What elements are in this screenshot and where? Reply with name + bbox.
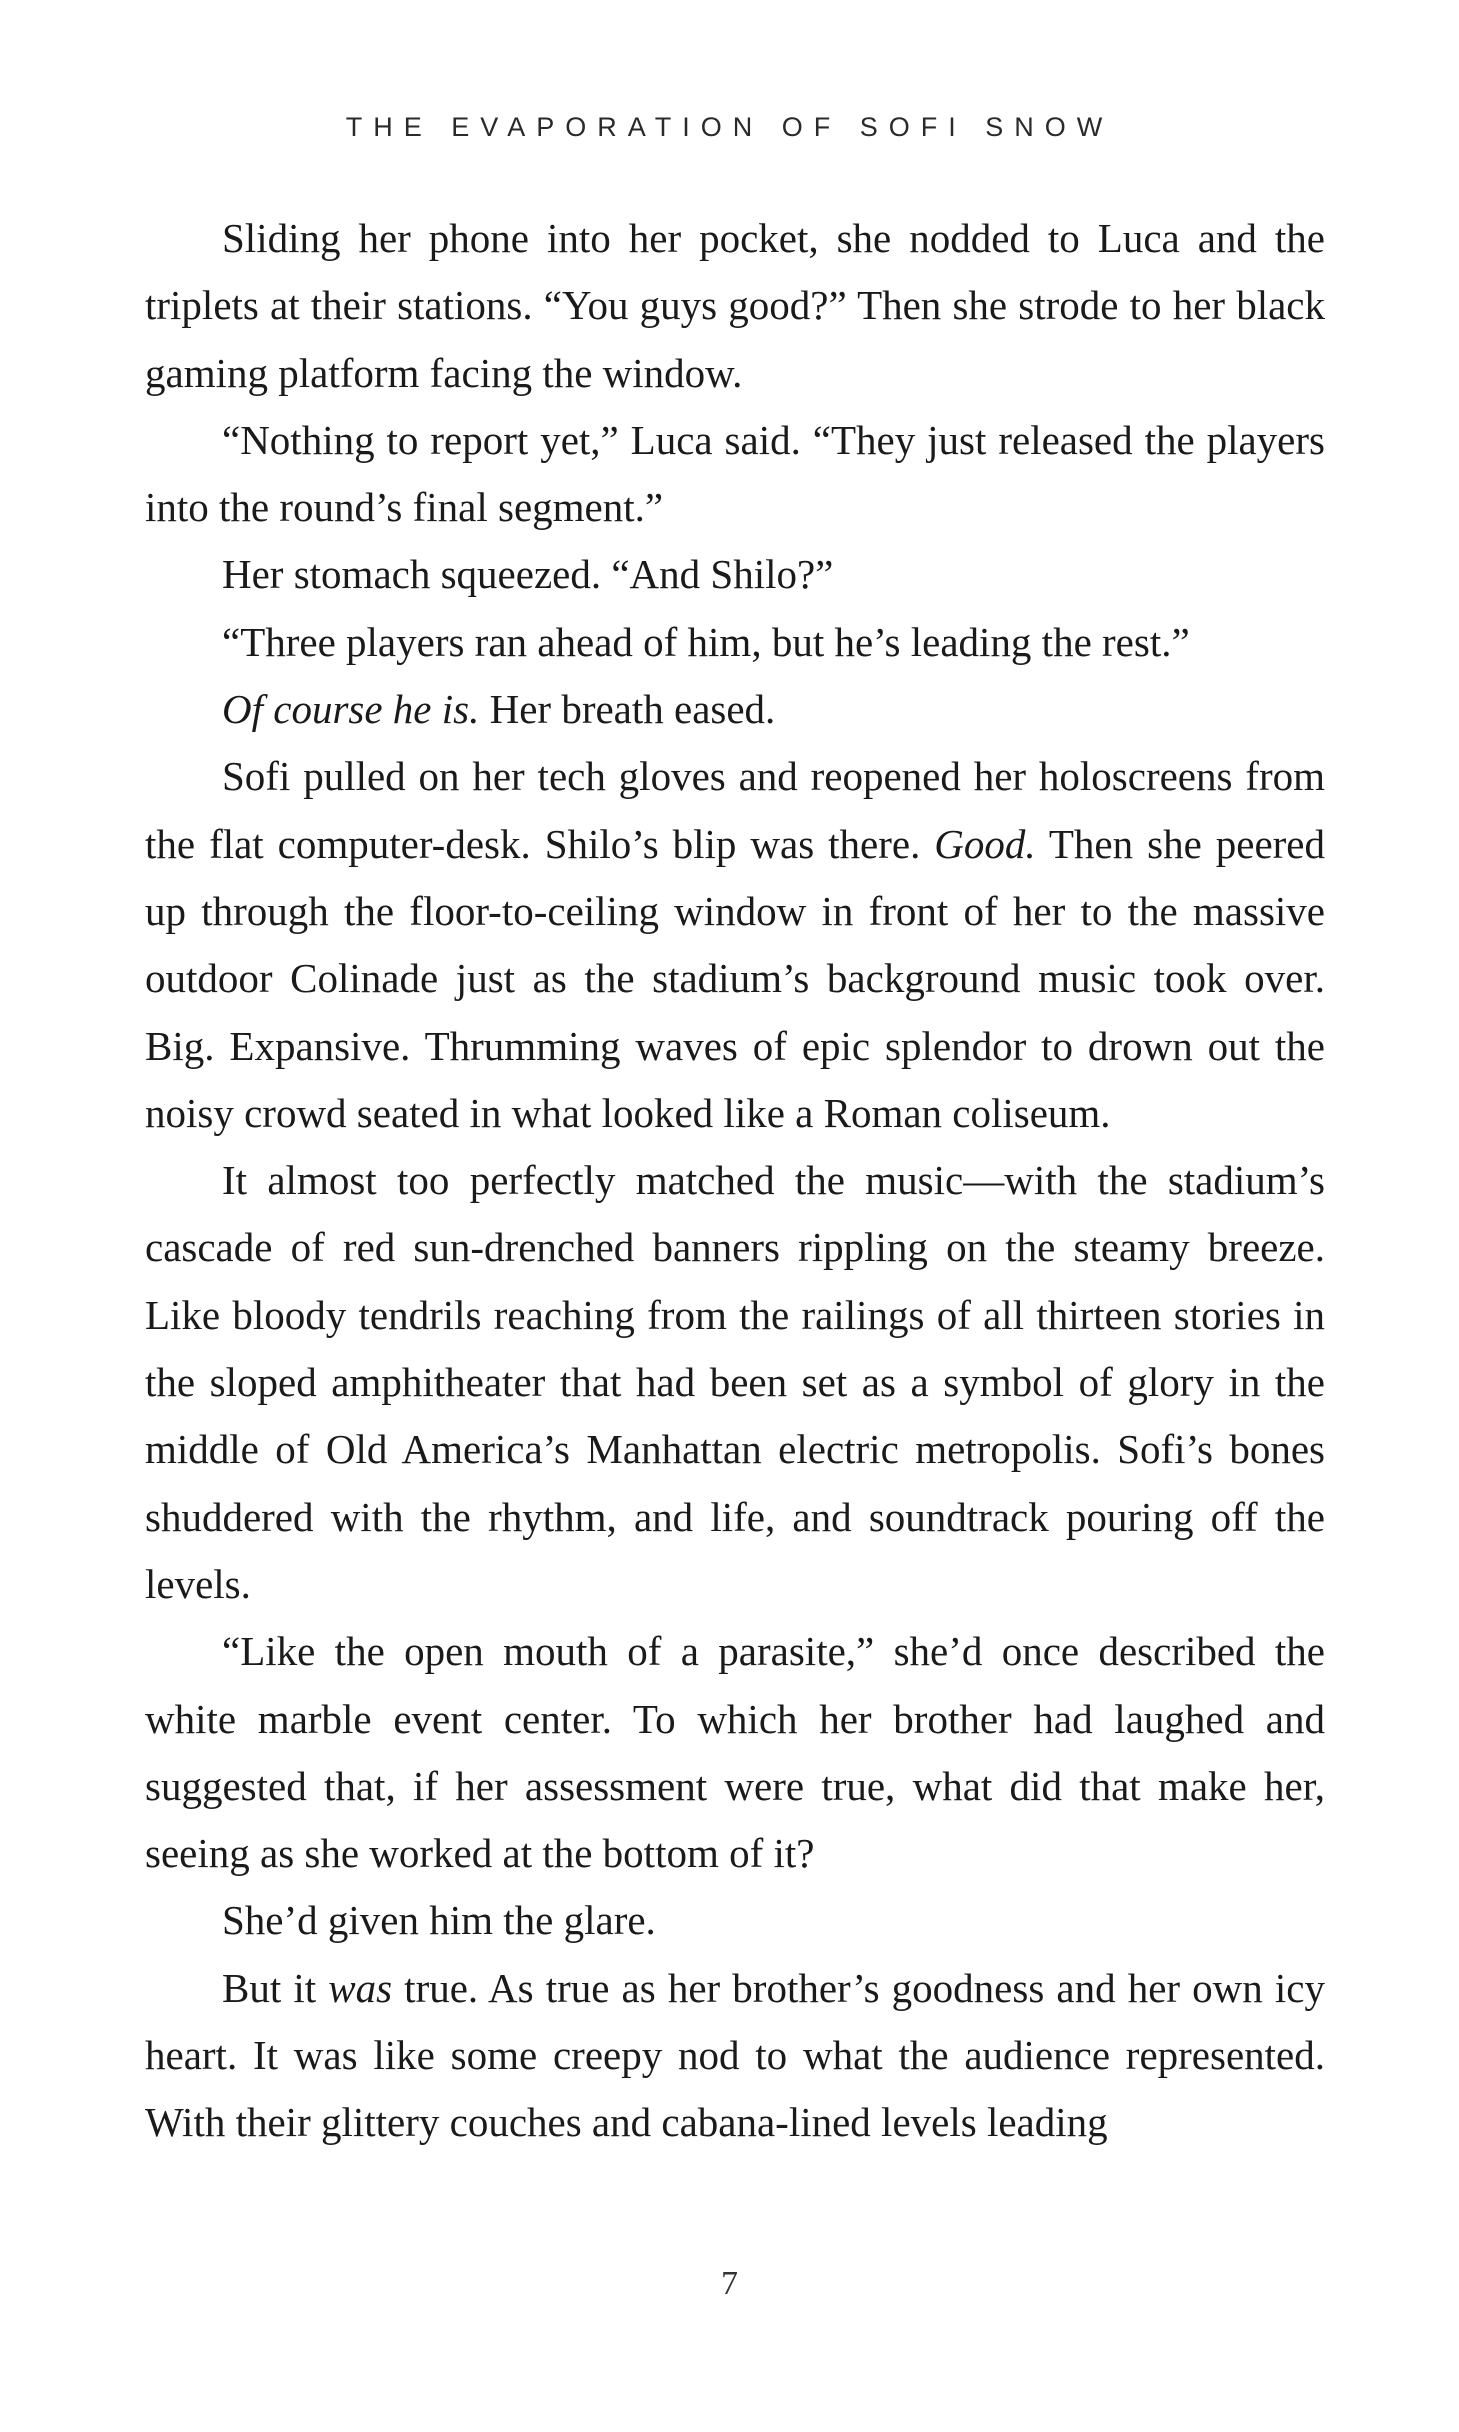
text-segment: Sliding her phone into her pocket, she nodded to Luca and the triplets at their stations. “You guys good?” Then she strode to her black gaming platform facing the window. [145, 215, 1325, 396]
paragraph [145, 676, 1325, 743]
text-segment: “Like the open mouth of a parasite,” she’d once described the white marble event center. To which her brother had laughed and suggested that, if her assessment were true, what did that make her, seeing as she worked at the bottom of it? [145, 1628, 1325, 1877]
text-segment: Her breath eased. [479, 686, 776, 733]
text-segment: true. As true as her brother’s goodness and her own icy heart. It was like some creepy nod to what the audience represented. With their glittery couches and cabana-lined levels leading [145, 1964, 1325, 2146]
paragraph [145, 1618, 1325, 1887]
italic-text: was [328, 1964, 393, 2011]
paragraph [145, 609, 1325, 676]
paragraph [145, 541, 1325, 608]
paragraph [145, 1955, 1325, 2157]
paragraph [145, 743, 1325, 1147]
running-head: THE EVAPORATION OF SOFI SNOW [345, 112, 1114, 142]
page-number: 7 [721, 2265, 738, 2302]
paragraph [145, 1887, 1325, 1954]
paragraph [145, 1147, 1325, 1618]
text-segment: She’d given him the glare. [222, 1897, 656, 1944]
text-segment: “Three players ran ahead of him, but he’s leading the rest.” [222, 618, 1190, 665]
italic-text: Good. [934, 820, 1036, 867]
text-segment: But it [222, 1964, 329, 2011]
paragraph [145, 407, 1325, 542]
paragraph [145, 205, 1325, 407]
text-segment: Then she peered up through the floor-to-ceiling window in front of her to the massive outdoor Colinade just as the stadium’s background music took over. Big. Expansive. Thrumming waves of epic splendor to drown out the noisy crowd seated in what looked like a Roman coliseum. [145, 820, 1325, 1136]
text-segment: Her stomach squeezed. “And Shilo?” [222, 551, 834, 598]
body-text [145, 205, 1325, 2157]
italic-text: Of course he is. [222, 686, 480, 733]
text-segment: Sofi pulled on her tech gloves and reopened her holoscreens from the flat computer-desk. Shilo’s blip was there. [145, 753, 1325, 867]
text-segment: It almost too perfectly matched the music—with the stadium’s cascade of red sun-drenched banners rippling on the steamy breeze. Like bloody tendrils reaching from the railings of all thirteen stories in the sloped amphitheater that had been set as a symbol of glory in the middle of Old America’s Manhattan electric metropolis. Sofi’s bones shuddered with the rhythm, and life, and soundtrack pouring off the levels. [145, 1157, 1325, 1607]
text-segment: “Nothing to report yet,” Luca said. “They just released the players into the round’s final segment.” [145, 416, 1325, 531]
